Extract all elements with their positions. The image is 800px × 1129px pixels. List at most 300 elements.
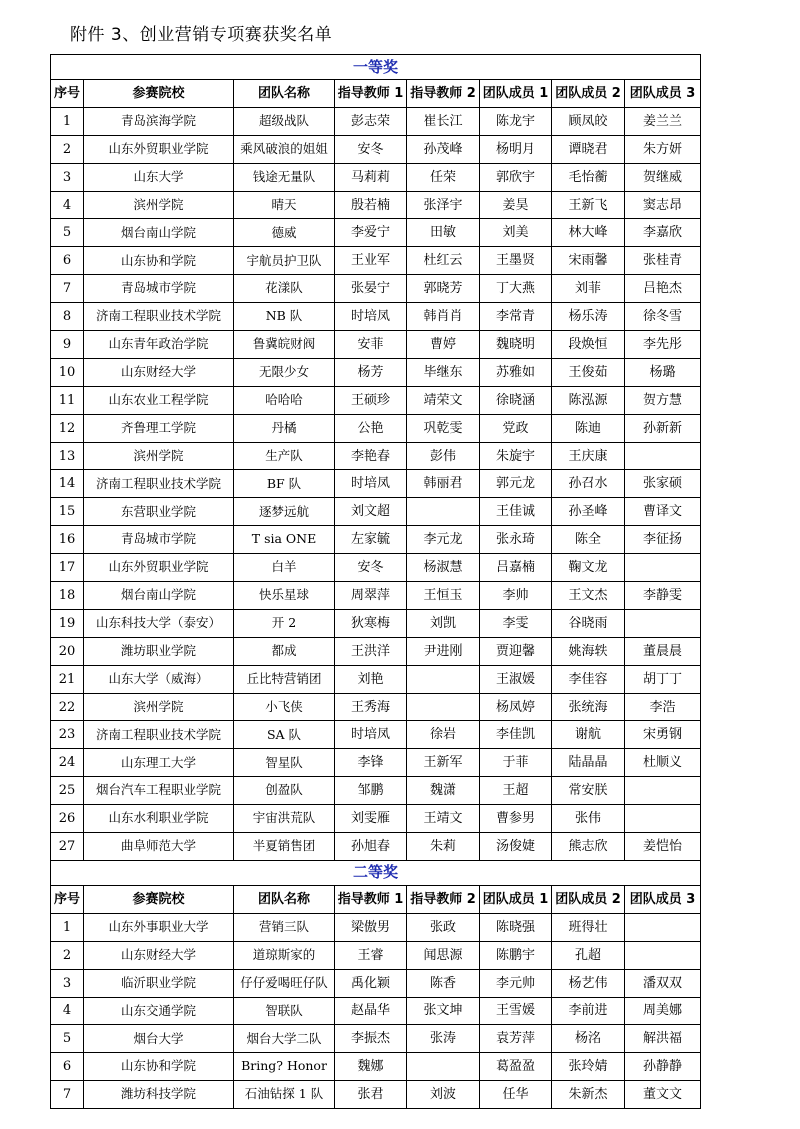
team-name-cell: 宇宙洪荒队 [234,805,335,833]
advisor-2-cell: 张文坤 [407,997,480,1025]
advisor-2-cell: 朱莉 [407,833,480,861]
school-cell: 山东协和学院 [84,247,234,275]
member-1-cell: 曹参男 [480,805,552,833]
school-cell: 青岛城市学院 [84,526,234,554]
member-1-cell: 丁大燕 [480,275,552,303]
school-cell: 山东外事职业大学 [84,913,234,941]
rank-cell: 17 [51,554,84,582]
team-name-cell: 都成 [234,637,335,665]
table-row [51,637,701,665]
advisor-2-cell: 郭晓芳 [407,275,480,303]
table-row [51,107,701,135]
table-row [51,721,701,749]
table-row [51,275,701,303]
advisor-1-cell: 安菲 [335,331,407,359]
advisor-1-cell: 梁傲男 [335,913,407,941]
column-header: 指导教师 1 [335,885,407,913]
team-name-cell: 丹橘 [234,414,335,442]
table-row [51,665,701,693]
rank-cell: 18 [51,582,84,610]
document-title: 附件 3、创业营销专项赛获奖名单 [70,25,333,45]
advisor-1-cell: 邹鹏 [335,777,407,805]
column-header-row [51,885,701,913]
school-cell: 山东水利职业学院 [84,805,234,833]
member-1-cell: 李雯 [480,609,552,637]
column-header: 团队成员 3 [625,80,701,108]
column-header: 指导教师 2 [407,885,480,913]
member-1-cell: 王墨贤 [480,247,552,275]
member-2-cell: 陈迪 [552,414,625,442]
award-list-table [50,54,701,1109]
advisor-1-cell: 李振杰 [335,1025,407,1053]
member-1-cell: 李元帅 [480,969,552,997]
member-2-cell: 李佳容 [552,665,625,693]
table-row [51,582,701,610]
team-name-cell: 快乐星球 [234,582,335,610]
advisor-1-cell: 王秀海 [335,693,407,721]
advisor-1-cell: 魏娜 [335,1053,407,1081]
member-3-cell: 周美娜 [625,997,701,1025]
member-2-cell: 鞠文龙 [552,554,625,582]
team-name-cell: 智星队 [234,749,335,777]
advisor-1-cell: 禹化颖 [335,969,407,997]
advisor-1-cell: 王睿 [335,941,407,969]
member-2-cell: 陈泓源 [552,386,625,414]
member-1-cell: 贾迎馨 [480,637,552,665]
member-1-cell: 于菲 [480,749,552,777]
school-cell: 齐鲁理工学院 [84,414,234,442]
member-3-cell: 董文文 [625,1081,701,1109]
table-row [51,498,701,526]
member-2-cell: 孙召水 [552,470,625,498]
member-3-cell: 张家硕 [625,470,701,498]
member-2-cell: 王新飞 [552,191,625,219]
table-row [51,969,701,997]
advisor-2-cell: 任荣 [407,163,480,191]
school-cell: 山东交通学院 [84,997,234,1025]
member-2-cell: 宋雨馨 [552,247,625,275]
advisor-1-cell: 周翠萍 [335,582,407,610]
advisor-2-cell: 刘凯 [407,609,480,637]
member-1-cell: 袁芳萍 [480,1025,552,1053]
school-cell: 山东农业工程学院 [84,386,234,414]
member-3-cell: 董晨晨 [625,637,701,665]
table-row [51,805,701,833]
advisor-2-cell [407,665,480,693]
advisor-1-cell: 王硕珍 [335,386,407,414]
rank-cell: 21 [51,665,84,693]
team-name-cell: 晴天 [234,191,335,219]
member-1-cell: 杨凤婷 [480,693,552,721]
school-cell: 烟台大学 [84,1025,234,1053]
member-2-cell: 毛怡蘅 [552,163,625,191]
school-cell: 滨州学院 [84,693,234,721]
member-1-cell: 陈龙宇 [480,107,552,135]
rank-cell: 8 [51,303,84,331]
advisor-2-cell: 彭伟 [407,442,480,470]
team-name-cell: 逐梦远航 [234,498,335,526]
member-2-cell: 王文杰 [552,582,625,610]
advisor-2-cell: 毕继东 [407,358,480,386]
table-row [51,358,701,386]
member-1-cell: 汤俊婕 [480,833,552,861]
advisor-2-cell: 尹进刚 [407,637,480,665]
member-2-cell: 陈全 [552,526,625,554]
rank-cell: 1 [51,913,84,941]
rank-cell: 2 [51,135,84,163]
rank-cell: 4 [51,191,84,219]
member-3-cell [625,913,701,941]
school-cell: 济南工程职业技术学院 [84,303,234,331]
member-1-cell: 李帅 [480,582,552,610]
column-header: 指导教师 2 [407,80,480,108]
advisor-1-cell: 刘文超 [335,498,407,526]
member-2-cell: 孙圣峰 [552,498,625,526]
award-section-header [51,860,701,885]
school-cell: 山东大学 [84,163,234,191]
school-cell: 曲阜师范大学 [84,833,234,861]
rank-cell: 7 [51,275,84,303]
advisor-2-cell: 张涛 [407,1025,480,1053]
column-header: 团队名称 [234,80,335,108]
column-header: 序号 [51,80,84,108]
team-name-cell: 道琼斯家的 [234,941,335,969]
team-name-cell: 超级战队 [234,107,335,135]
advisor-1-cell: 王洪洋 [335,637,407,665]
member-2-cell: 林大峰 [552,219,625,247]
member-3-cell: 潘双双 [625,969,701,997]
team-name-cell: 宇航员护卫队 [234,247,335,275]
school-cell: 山东科技大学（泰安） [84,609,234,637]
rank-cell: 12 [51,414,84,442]
school-cell: 济南工程职业技术学院 [84,470,234,498]
team-name-cell: 烟台大学二队 [234,1025,335,1053]
advisor-1-cell: 左家毓 [335,526,407,554]
column-header: 团队成员 2 [552,80,625,108]
team-name-cell: NB 队 [234,303,335,331]
member-3-cell: 胡丁丁 [625,665,701,693]
advisor-2-cell: 王恒玉 [407,582,480,610]
rank-cell: 6 [51,247,84,275]
advisor-2-cell [407,1053,480,1081]
table-row [51,331,701,359]
advisor-1-cell: 殷若楠 [335,191,407,219]
member-2-cell: 朱新杰 [552,1081,625,1109]
rank-cell: 9 [51,331,84,359]
member-1-cell: 吕嘉楠 [480,554,552,582]
advisor-1-cell: 安冬 [335,554,407,582]
table-row [51,833,701,861]
advisor-1-cell: 王业军 [335,247,407,275]
advisor-2-cell: 张政 [407,913,480,941]
table-row [51,1025,701,1053]
table-row [51,135,701,163]
member-3-cell: 曹译文 [625,498,701,526]
member-1-cell: 姜昊 [480,191,552,219]
member-3-cell: 杨璐 [625,358,701,386]
member-3-cell [625,941,701,969]
member-2-cell: 杨洺 [552,1025,625,1053]
advisor-1-cell: 时培凤 [335,470,407,498]
advisor-1-cell: 李爱宁 [335,219,407,247]
advisor-1-cell: 张晏宁 [335,275,407,303]
team-name-cell: 德威 [234,219,335,247]
team-name-cell: 丘比特营销团 [234,665,335,693]
member-1-cell: 李常青 [480,303,552,331]
school-cell: 烟台南山学院 [84,219,234,247]
table-row [51,941,701,969]
advisor-2-cell: 陈香 [407,969,480,997]
member-1-cell: 魏晓明 [480,331,552,359]
school-cell: 东营职业学院 [84,498,234,526]
member-1-cell: 郭元龙 [480,470,552,498]
member-2-cell: 孔超 [552,941,625,969]
team-name-cell: 智联队 [234,997,335,1025]
member-3-cell: 李浩 [625,693,701,721]
rank-cell: 2 [51,941,84,969]
table-row [51,470,701,498]
school-cell: 山东外贸职业学院 [84,554,234,582]
team-name-cell: 石油钻探 1 队 [234,1081,335,1109]
member-1-cell: 杨明月 [480,135,552,163]
team-name-cell: 无限少女 [234,358,335,386]
school-cell: 青岛城市学院 [84,275,234,303]
column-header: 团队成员 1 [480,80,552,108]
rank-cell: 10 [51,358,84,386]
rank-cell: 11 [51,386,84,414]
member-1-cell: 王雪媛 [480,997,552,1025]
member-2-cell: 谷晓雨 [552,609,625,637]
member-1-cell: 张永琦 [480,526,552,554]
team-name-cell: 钱途无量队 [234,163,335,191]
rank-cell: 4 [51,997,84,1025]
table-row [51,303,701,331]
rank-cell: 1 [51,107,84,135]
rank-cell: 13 [51,442,84,470]
team-name-cell: 仔仔爱喝旺仔队 [234,969,335,997]
table-row [51,749,701,777]
advisor-1-cell: 刘艳 [335,665,407,693]
advisor-2-cell: 田敏 [407,219,480,247]
member-3-cell: 姜兰兰 [625,107,701,135]
table-row [51,191,701,219]
column-header-row [51,80,701,108]
rank-cell: 26 [51,805,84,833]
member-3-cell: 吕艳杰 [625,275,701,303]
member-1-cell: 王超 [480,777,552,805]
member-3-cell: 宋勇钢 [625,721,701,749]
team-name-cell: SA 队 [234,721,335,749]
advisor-2-cell: 靖荣文 [407,386,480,414]
advisor-1-cell: 时培凤 [335,303,407,331]
advisor-2-cell: 徐岩 [407,721,480,749]
member-3-cell: 解洪福 [625,1025,701,1053]
school-cell: 山东大学（威海） [84,665,234,693]
member-2-cell: 李前进 [552,997,625,1025]
rank-cell: 20 [51,637,84,665]
advisor-1-cell: 杨芳 [335,358,407,386]
advisor-1-cell: 张君 [335,1081,407,1109]
member-2-cell: 谭晓君 [552,135,625,163]
member-1-cell: 苏雅如 [480,358,552,386]
table-row [51,442,701,470]
table-row [51,1081,701,1109]
advisor-2-cell: 李元龙 [407,526,480,554]
advisor-2-cell [407,498,480,526]
member-2-cell: 姚海轶 [552,637,625,665]
school-cell: 山东青年政治学院 [84,331,234,359]
member-2-cell: 段焕恒 [552,331,625,359]
member-3-cell: 李静雯 [625,582,701,610]
school-cell: 滨州学院 [84,191,234,219]
advisor-1-cell: 马莉莉 [335,163,407,191]
rank-cell: 3 [51,969,84,997]
advisor-1-cell: 彭志荣 [335,107,407,135]
school-cell: 山东理工大学 [84,749,234,777]
member-2-cell: 常安朕 [552,777,625,805]
advisor-2-cell: 魏潇 [407,777,480,805]
member-1-cell: 陈鹏宇 [480,941,552,969]
advisor-1-cell: 李艳春 [335,442,407,470]
table-row [51,609,701,637]
table-row [51,554,701,582]
member-3-cell [625,777,701,805]
school-cell: 山东财经大学 [84,358,234,386]
member-1-cell: 徐晓涵 [480,386,552,414]
award-level-title: 二等奖 [51,860,701,885]
advisor-2-cell: 孙茂峰 [407,135,480,163]
rank-cell: 5 [51,1025,84,1053]
table-row [51,693,701,721]
table-row [51,219,701,247]
advisor-2-cell: 刘波 [407,1081,480,1109]
member-2-cell: 班得壮 [552,913,625,941]
advisor-2-cell: 闻思源 [407,941,480,969]
advisor-1-cell: 公艳 [335,414,407,442]
member-3-cell [625,442,701,470]
team-name-cell: T sia ONE [234,526,335,554]
school-cell: 青岛滨海学院 [84,107,234,135]
member-3-cell: 朱方妍 [625,135,701,163]
member-3-cell [625,805,701,833]
member-3-cell: 贺方慧 [625,386,701,414]
team-name-cell: 哈哈哈 [234,386,335,414]
advisor-2-cell: 韩肖肖 [407,303,480,331]
team-name-cell: 生产队 [234,442,335,470]
member-3-cell: 姜恺怡 [625,833,701,861]
school-cell: 山东财经大学 [84,941,234,969]
advisor-1-cell: 孙旭春 [335,833,407,861]
member-2-cell: 张玲婧 [552,1053,625,1081]
member-1-cell: 李佳凯 [480,721,552,749]
member-1-cell: 郭欣宇 [480,163,552,191]
column-header: 团队名称 [234,885,335,913]
advisor-2-cell: 王新军 [407,749,480,777]
advisor-1-cell: 时培凤 [335,721,407,749]
member-3-cell: 孙静静 [625,1053,701,1081]
school-cell: 山东协和学院 [84,1053,234,1081]
school-cell: 烟台汽车工程职业学院 [84,777,234,805]
advisor-2-cell: 韩丽君 [407,470,480,498]
member-1-cell: 任华 [480,1081,552,1109]
member-2-cell: 杨乐涛 [552,303,625,331]
member-2-cell: 刘菲 [552,275,625,303]
member-1-cell: 陈晓强 [480,913,552,941]
team-name-cell: 小飞侠 [234,693,335,721]
advisor-2-cell: 崔长江 [407,107,480,135]
rank-cell: 14 [51,470,84,498]
advisor-1-cell: 李锋 [335,749,407,777]
school-cell: 潍坊科技学院 [84,1081,234,1109]
advisor-1-cell: 刘雯雁 [335,805,407,833]
team-name-cell: 创盈队 [234,777,335,805]
member-1-cell: 党政 [480,414,552,442]
member-2-cell: 熊志欣 [552,833,625,861]
column-header: 团队成员 2 [552,885,625,913]
table-row [51,777,701,805]
rank-cell: 27 [51,833,84,861]
award-section-header [51,55,701,80]
advisor-2-cell: 张泽宇 [407,191,480,219]
member-3-cell: 贺继威 [625,163,701,191]
table-row [51,163,701,191]
member-3-cell: 孙新新 [625,414,701,442]
rank-cell: 23 [51,721,84,749]
table-row [51,526,701,554]
column-header: 指导教师 1 [335,80,407,108]
table-row [51,1053,701,1081]
member-3-cell [625,609,701,637]
advisor-1-cell: 安冬 [335,135,407,163]
rank-cell: 25 [51,777,84,805]
team-name-cell: 半夏销售团 [234,833,335,861]
advisor-2-cell: 巩乾雯 [407,414,480,442]
member-2-cell: 王俊茹 [552,358,625,386]
team-name-cell: 花漾队 [234,275,335,303]
school-cell: 滨州学院 [84,442,234,470]
advisor-2-cell: 王靖文 [407,805,480,833]
member-1-cell: 刘美 [480,219,552,247]
table-row [51,386,701,414]
school-cell: 临沂职业学院 [84,969,234,997]
member-1-cell: 王佳诚 [480,498,552,526]
rank-cell: 6 [51,1053,84,1081]
award-level-title: 一等奖 [51,55,701,80]
advisor-2-cell: 杨淑慧 [407,554,480,582]
team-name-cell: 白羊 [234,554,335,582]
member-2-cell: 顾凤皎 [552,107,625,135]
team-name-cell: 开 2 [234,609,335,637]
advisor-1-cell: 狄寒梅 [335,609,407,637]
advisor-1-cell: 赵晶华 [335,997,407,1025]
rank-cell: 7 [51,1081,84,1109]
member-3-cell: 李先彤 [625,331,701,359]
member-2-cell: 张伟 [552,805,625,833]
member-3-cell: 徐冬雪 [625,303,701,331]
rank-cell: 5 [51,219,84,247]
table-row [51,247,701,275]
column-header: 序号 [51,885,84,913]
column-header: 参赛院校 [84,885,234,913]
member-3-cell: 李征扬 [625,526,701,554]
school-cell: 潍坊职业学院 [84,637,234,665]
team-name-cell: Bring? Honor [234,1053,335,1081]
rank-cell: 22 [51,693,84,721]
column-header: 团队成员 1 [480,885,552,913]
member-1-cell: 葛盈盈 [480,1053,552,1081]
rank-cell: 24 [51,749,84,777]
table-row [51,913,701,941]
